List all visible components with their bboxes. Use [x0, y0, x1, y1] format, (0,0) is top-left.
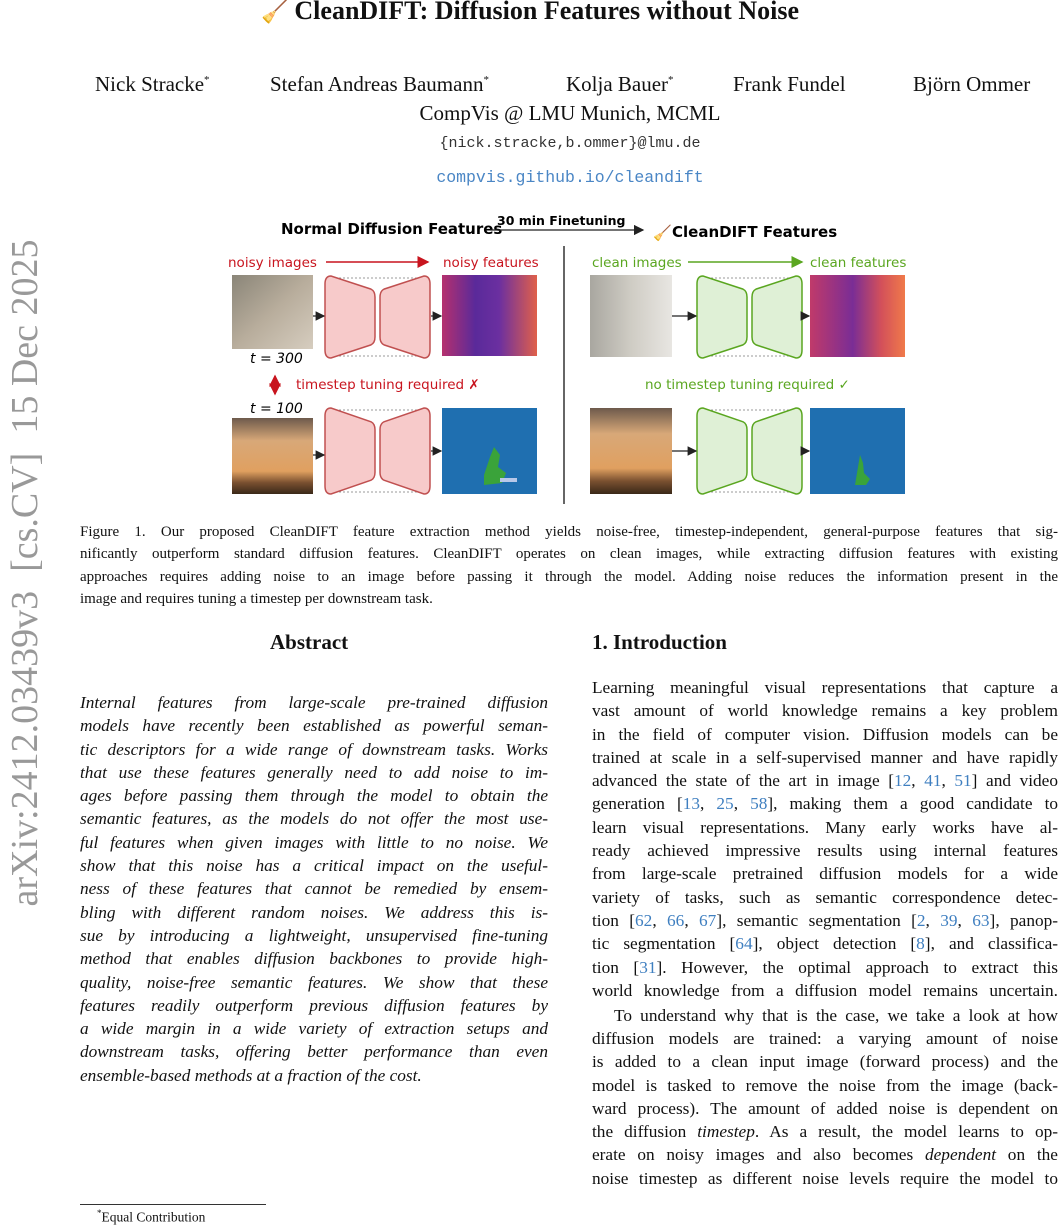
citation-link[interactable]: 58: [750, 794, 768, 814]
text-line: show that this noise has a critical impact on the useful-: [80, 856, 548, 876]
paragraph: [592, 1004, 1058, 1190]
no-timestep-tuning-label: no timestep tuning required ✓: [645, 377, 850, 393]
text-line: a wide margin in a wide variety of extraction setups and: [80, 1019, 548, 1039]
paragraph: [592, 676, 1058, 1002]
abstract-body: [80, 691, 548, 1087]
text-line: semantic features, as the models do not offer the most use-: [80, 809, 548, 829]
text-line: Figure 1. Our proposed CleanDIFT feature extraction method yields noise-free, timestep-independent, general-purpose features that sig-: [80, 524, 1058, 540]
clean-images-label: clean images: [592, 255, 682, 271]
abstract-heading: Abstract: [270, 630, 349, 654]
citation-link[interactable]: 39: [940, 910, 958, 930]
broom-icon: 🧹: [653, 224, 672, 242]
noisy-top-decoder: [380, 276, 430, 358]
noisy-features-label: noisy features: [443, 255, 539, 271]
citation-link[interactable]: 25: [716, 794, 734, 814]
affiliation: CompVis @ LMU Munich, MCML: [419, 101, 721, 125]
clean-features-label: clean features: [810, 255, 907, 271]
figure-caption: [80, 521, 1058, 611]
text-line: downstream tasks, offering better performance than even: [80, 1042, 548, 1062]
figure-right-title: CleanDIFT Features: [672, 223, 838, 241]
timestep-300-label: t = 300: [250, 351, 303, 367]
segmentation-noise: [500, 478, 517, 482]
noisy-bottom-decoder: [380, 408, 430, 494]
emphasis: timestep: [697, 1122, 755, 1142]
noisy-top-encoder: [325, 276, 375, 358]
citation-link[interactable]: 8: [916, 934, 925, 954]
text-line: Learning meaningful visual representations that capture a: [592, 678, 1058, 697]
noisy-feature-map: [442, 275, 537, 356]
text-line: that use these features generally need to add noise to im-: [80, 762, 548, 782]
text-line: ful features when given images with little to no noise. We: [80, 832, 548, 852]
project-link[interactable]: compvis.github.io/cleandift: [436, 168, 704, 187]
text-line: image and requires tuning a timestep per downstream task.: [80, 591, 433, 608]
clean-bottom-encoder: [697, 408, 747, 494]
noisy-bottom-encoder: [325, 408, 375, 494]
citation-link[interactable]: 51: [954, 771, 972, 791]
text-line: method that enables diffusion backbones to provide high-: [80, 949, 548, 969]
text-line: the diffusion timestep. As a result, the model learns to op-: [592, 1122, 1058, 1142]
text-line: noise timestep as different noise levels require the model to: [592, 1168, 1058, 1188]
citation-link[interactable]: 63: [972, 910, 990, 930]
author-name: Nick Stracke: [95, 72, 205, 96]
citation-link[interactable]: 41: [924, 771, 942, 791]
citation-link[interactable]: 66: [667, 910, 685, 930]
clean-feature-map: [810, 275, 905, 357]
text-line: tic descriptors for a wide range of downstream tasks. Works: [80, 739, 548, 759]
author-name: Stefan Andreas Baumann: [270, 72, 484, 96]
clean-bottom-decoder: [752, 408, 802, 494]
text-line: tion [62, 66, 67], semantic segmentation [2, 39, 63], panop-: [592, 910, 1059, 930]
text-line: in the field of computer vision. Diffusion models can be: [592, 724, 1058, 744]
author-name: Frank Fundel: [733, 72, 846, 96]
text-line: from large-scale pretrained diffusion models for a wide: [592, 864, 1058, 884]
text-line: world knowledge from a diffusion model remains uncertain.: [592, 980, 1058, 1000]
author-mark: *: [204, 74, 210, 86]
figure-left-title: Normal Diffusion Features: [281, 220, 503, 238]
noisy-bathroom-image: [232, 275, 313, 349]
timestep-100-label: t = 100: [250, 401, 303, 417]
emphasis: dependent: [925, 1145, 997, 1165]
email: {nick.stracke,b.ommer}@lmu.de: [439, 135, 701, 152]
author-name: Björn Ommer: [913, 72, 1031, 96]
text-line: ready achieved impressive results using internal features: [592, 841, 1058, 861]
text-line: To understand why that is the case, we take a look at how: [614, 1005, 1058, 1025]
text-line: ensemble-based methods at a fraction of the cost.: [80, 1065, 422, 1085]
citation-link[interactable]: 31: [639, 957, 657, 977]
text-line: approaches requires adding noise to an image before passing it through the model. Adding noise reduces the information present in the: [80, 568, 1058, 585]
paper-title-text: CleanDIFT: Diffusion Features without Noise: [294, 0, 799, 25]
text-line: generation [13, 25, 58], making them a good candidate to: [592, 794, 1059, 814]
introduction-body: [592, 676, 1058, 1190]
broom-icon: 🧹: [261, 0, 289, 24]
noisy-sunset-image: [232, 418, 313, 494]
text-line: quality, noise-free semantic features. We show that these: [80, 972, 548, 992]
author-mark: *: [668, 74, 674, 86]
footnote-text: Equal Contribution: [101, 1209, 206, 1225]
text-line: sue by introducing a lightweight, unsupervised fine-tuning: [80, 925, 548, 945]
author-mark: *: [483, 74, 489, 86]
footnote: [97, 1208, 205, 1226]
text-line: bling with different random noises. We address this is-: [80, 902, 548, 922]
citation-link[interactable]: 13: [682, 794, 701, 814]
text-line: variety of tasks, such as semantic correspondence detec-: [592, 887, 1058, 907]
clean-top-decoder: [752, 276, 802, 358]
arxiv-identifier: arXiv:2412.03439v3 [cs.CV] 15 Dec 2025: [4, 239, 46, 907]
text-line: advanced the state of the art in image [12, 41, 51] and video: [592, 771, 1058, 791]
introduction-heading: 1. Introduction: [592, 630, 727, 654]
text-line: nificantly outperform standard diffusion features. CleanDIFT operates on clean images, while extracting diffusion features with existing: [80, 546, 1058, 563]
text-line: features readily outperform previous diffusion features by: [80, 995, 548, 1015]
clean-top-encoder: [697, 276, 747, 358]
citation-link[interactable]: 12: [893, 771, 912, 791]
text-line: is added to a clean input image (forward process) and the: [592, 1052, 1058, 1072]
noisy-images-label: noisy images: [228, 255, 317, 271]
text-line: ward process). The amount of added noise is dependent on: [592, 1098, 1058, 1118]
text-line: ness of these features that cannot be remedied by ensem-: [80, 879, 548, 899]
text-line: models have recently been established as powerful seman-: [80, 716, 548, 736]
text-line: ages before passing them through the model to obtain the: [80, 786, 548, 806]
figure-1: [0, 0, 1060, 515]
citation-link[interactable]: 67: [699, 910, 717, 930]
citation-link[interactable]: 2: [916, 910, 926, 930]
text-line: diffusion models are trained: a varying amount of noise: [592, 1028, 1058, 1048]
text-line: Internal features from large-scale pre-trained diffusion: [80, 693, 548, 712]
author-name: Kolja Bauer: [566, 72, 669, 96]
text-line: erate on noisy images and also becomes dependent on the: [592, 1145, 1058, 1165]
text-line: learn visual representations. Many early works have al-: [592, 817, 1058, 837]
clean-bathroom-image: [590, 275, 672, 357]
footnote-mark: *: [97, 1208, 102, 1218]
clean-sunset-image: [590, 408, 672, 494]
text-line: tion [31]. However, the optimal approach to extract this: [592, 957, 1058, 977]
text-line: tic segmentation [64], object detection [8], and classifica-: [592, 934, 1058, 954]
citation-link[interactable]: 62: [635, 910, 653, 930]
timestep-tuning-required-label: timestep tuning required ✗: [296, 377, 480, 393]
citation-link[interactable]: 64: [735, 934, 753, 954]
text-line: trained at scale in a self-supervised manner and have rapidly: [592, 747, 1058, 767]
footnote-rule: [80, 1204, 266, 1205]
text-line: model is tasked to remove the noise from the image (back-: [592, 1075, 1058, 1095]
figure-arrow-label: 30 min Finetuning: [497, 213, 626, 228]
text-line: vast amount of world knowledge remains a key problem: [592, 701, 1058, 721]
